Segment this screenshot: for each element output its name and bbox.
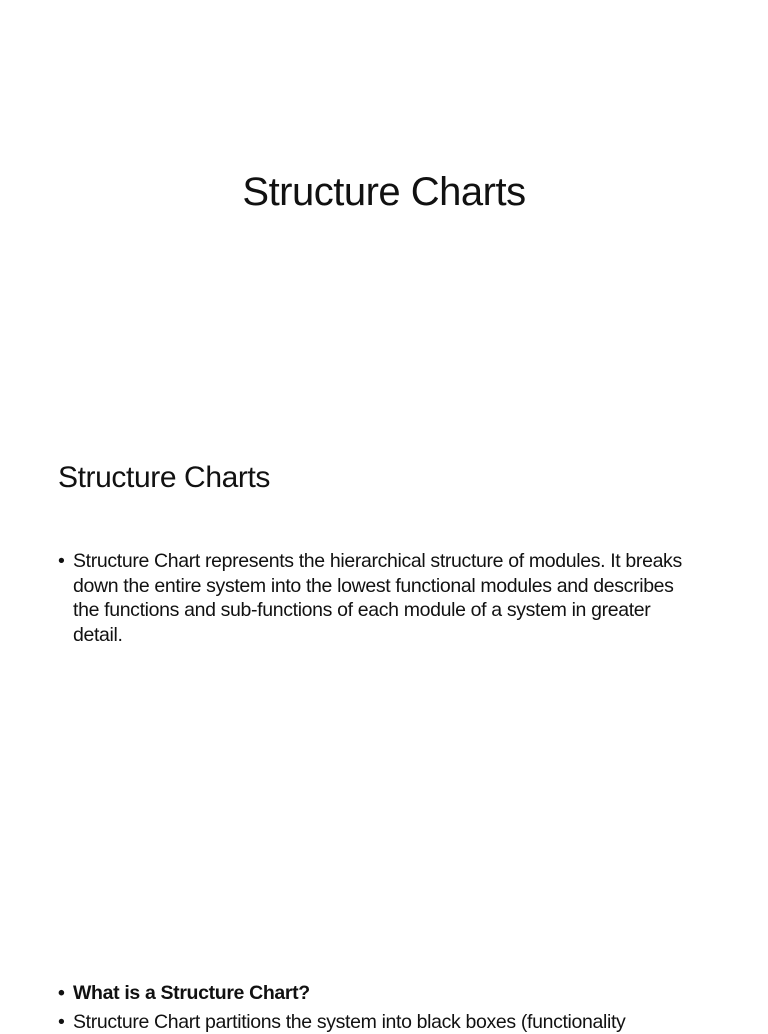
bullet-icon: •: [58, 549, 64, 574]
question-bullet-list: [58, 981, 758, 1034]
bullet-item: [58, 549, 698, 647]
bullet-item-partial: [58, 1010, 758, 1034]
bullet-item-question: [58, 981, 758, 1006]
bullet-text: What is a Structure Chart?: [73, 982, 310, 1004]
definition-bullet-list: [58, 549, 698, 647]
bullet-icon: •: [58, 981, 64, 1006]
slide-title: Structure Charts: [0, 166, 768, 218]
bullet-text: Structure Chart partitions the system into black boxes (functionality: [73, 1011, 625, 1033]
section-heading: Structure Charts: [58, 458, 270, 498]
bullet-icon: •: [58, 1010, 64, 1034]
bullet-text: Structure Chart represents the hierarchical structure of modules. It breaks down the entire system into the lowest functional modules and describes the functions and sub-functions of each module of a system in greater detail.: [73, 550, 682, 646]
